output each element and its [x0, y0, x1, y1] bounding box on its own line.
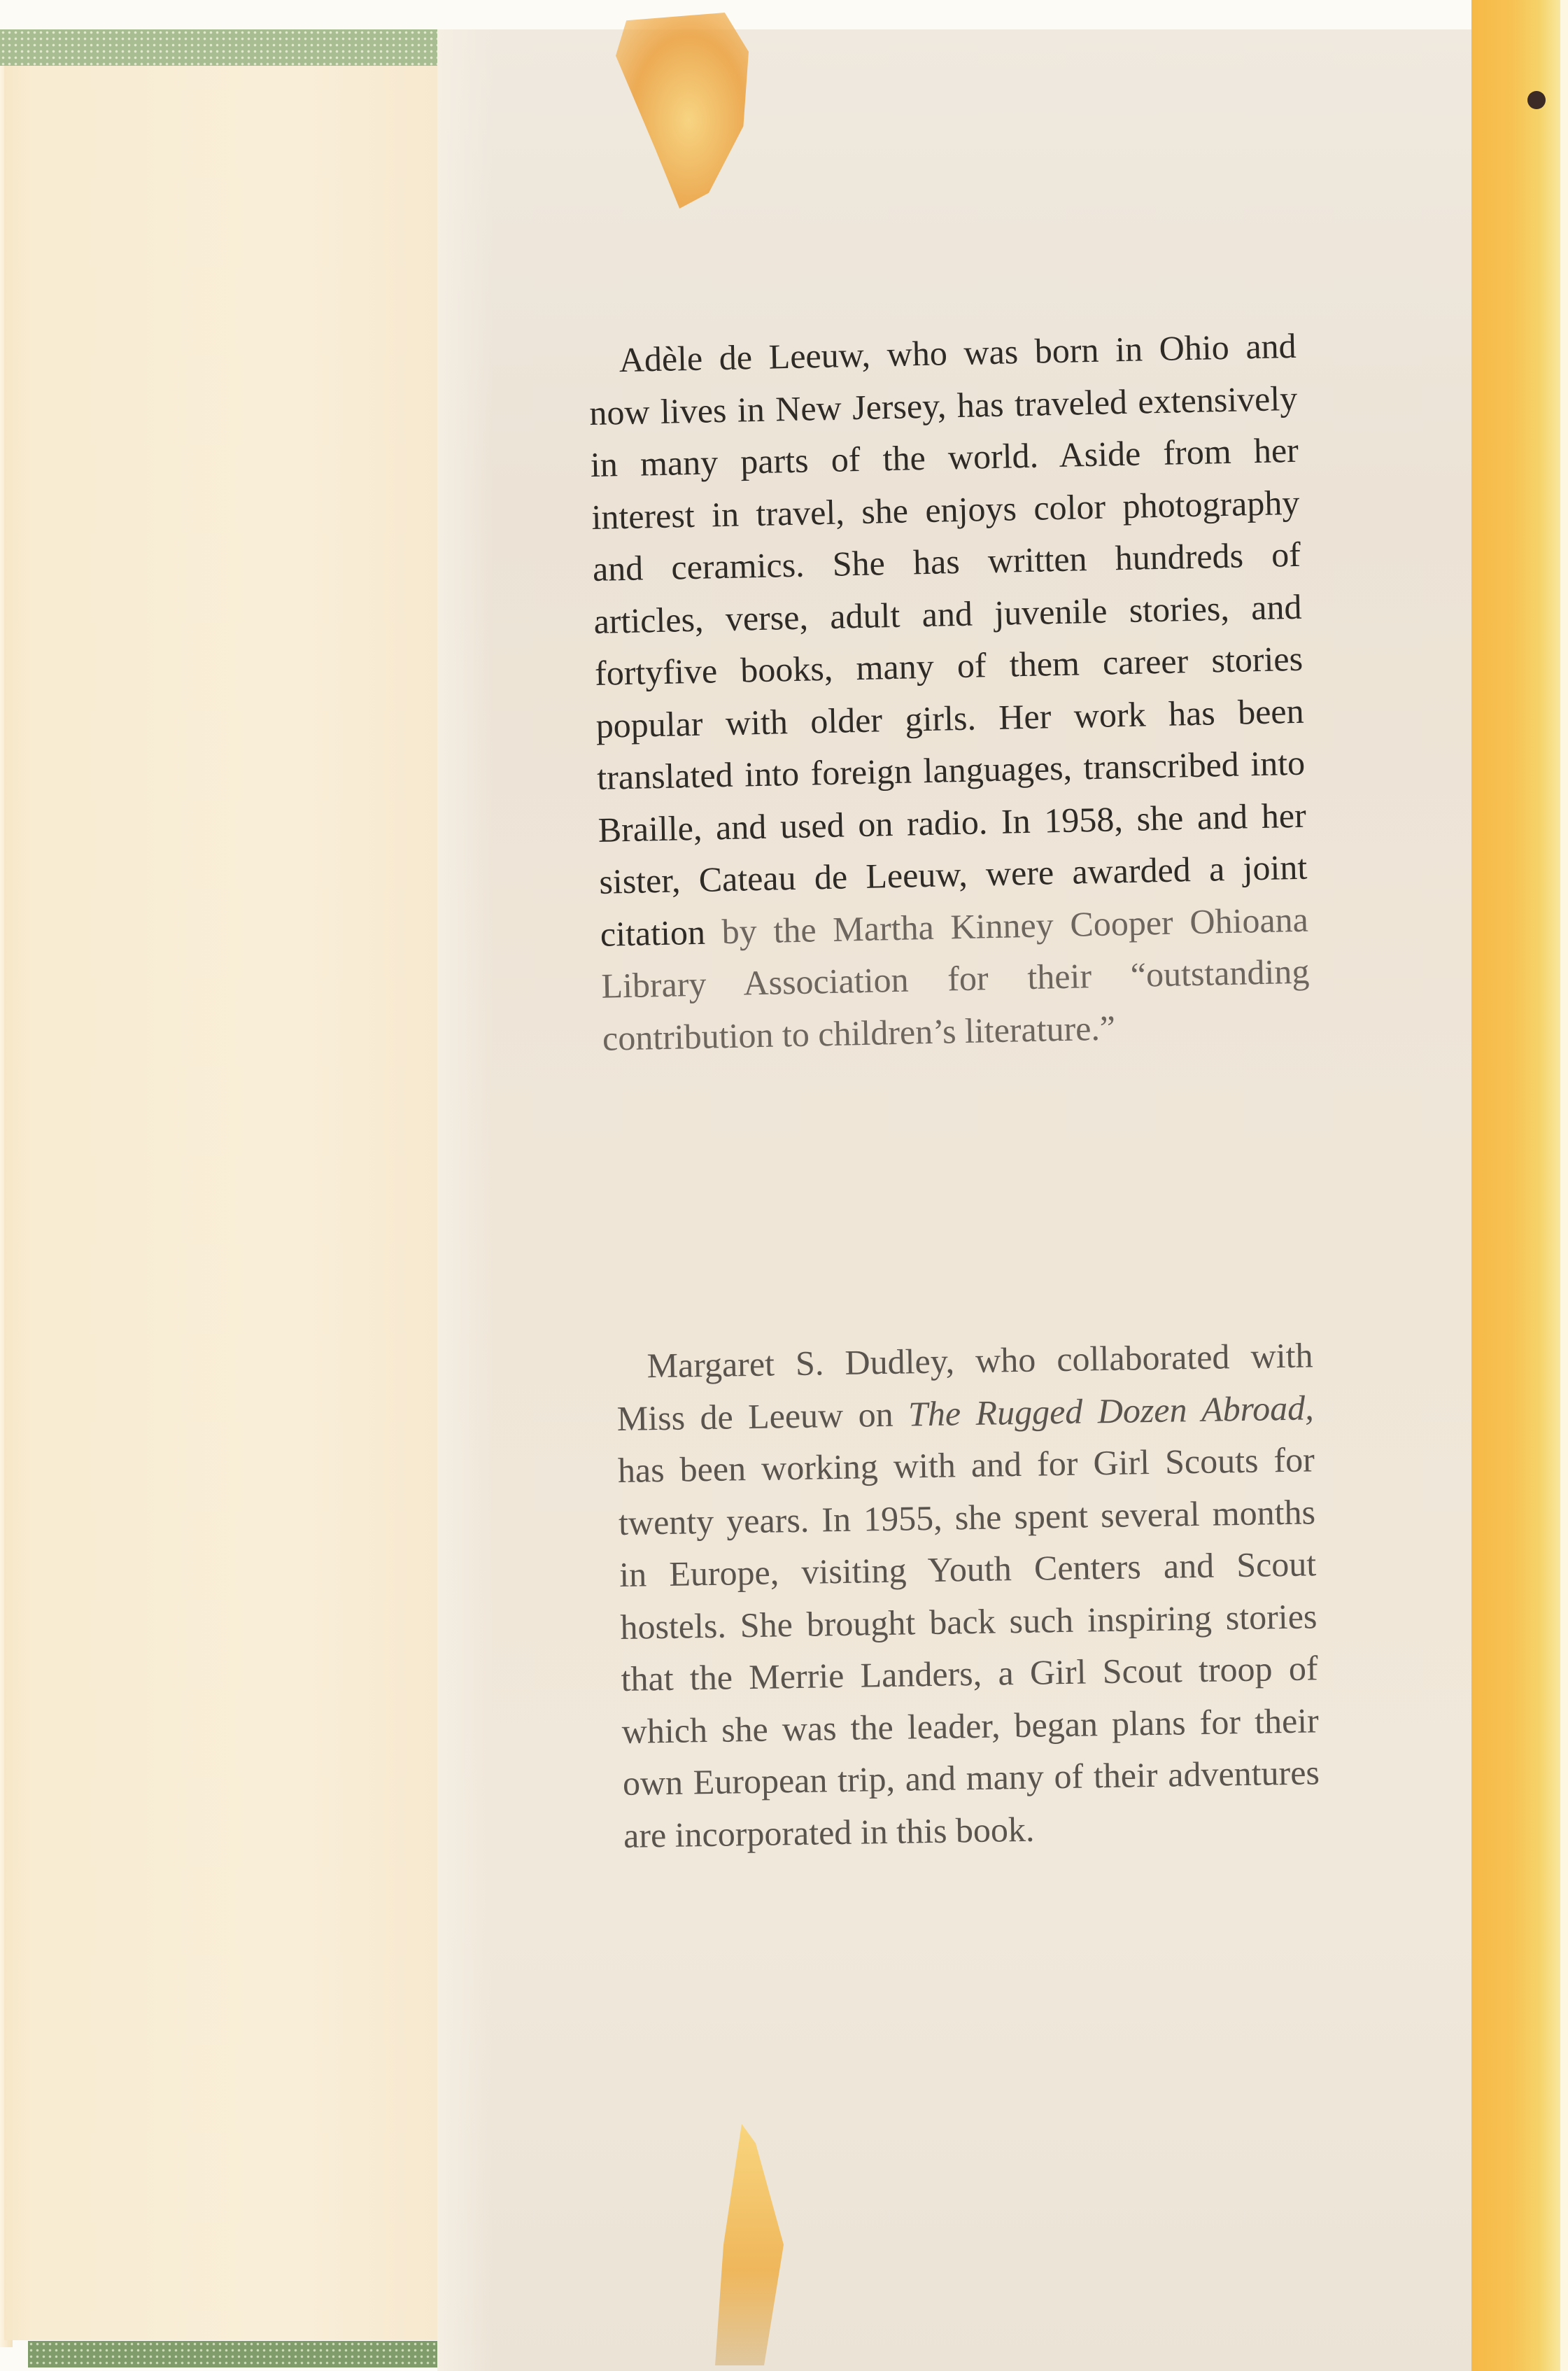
bio-line: five books, many of them career stories — [662, 638, 1304, 691]
bio-line: many of their adventures are incorporated — [623, 1752, 1320, 1855]
bio-line: She has written hundreds of articles, — [593, 534, 1301, 641]
bio-line: transcribed into Braille, and used on — [598, 743, 1306, 850]
bio-line: verse, adult and juvenile stories, and forty — [594, 586, 1302, 693]
bio-line: with Miss de Leeuw on — [616, 1335, 1313, 1438]
bio-paragraph — [588, 320, 1311, 1064]
bio-line: Library Association for their “outstand — [600, 952, 1265, 1006]
bio-line: plans for their own European trip, and — [622, 1700, 1320, 1803]
book-title: Dozen Abroad, — [1097, 1387, 1315, 1430]
bio-paragraph — [616, 1329, 1321, 1862]
jacket-edge-strip — [1471, 0, 1562, 2371]
bio-line: and now lives in New Jersey, has traveled — [588, 325, 1297, 432]
bio-line: joys color photography and ceramics. — [592, 482, 1300, 589]
book-title: The Rugged — [907, 1391, 1083, 1433]
bio-line: Margaret S. Dudley, who collaborated — [647, 1337, 1230, 1386]
bio-line: in this book. — [860, 1809, 1035, 1852]
bio-line: been translated into foreign languages, — [596, 691, 1305, 797]
page-edge — [1560, 0, 1568, 2371]
bio-line: 1955, she spent several months in Europe, — [619, 1491, 1316, 1594]
bio-line: extensively in many parts of the world. — [590, 378, 1298, 484]
bio-line: radio. In 1958, she and her sister, Cateau — [598, 795, 1307, 901]
bio-line: popular with older girls. Her work has — [595, 692, 1216, 745]
bio-line: de Leeuw, were awarded a joint citation — [600, 847, 1308, 954]
bio-line: She brought back such inspiring stories — [740, 1596, 1318, 1645]
bio-line: Aside from her interest in travel, she en — [591, 430, 1299, 537]
flap-fold-shading — [437, 29, 493, 2371]
bio-line: has been working with — [617, 1445, 956, 1490]
endpaper — [4, 66, 494, 2340]
bio-line: and for Girl Scouts for twenty years. In — [618, 1440, 1315, 1542]
bio-line: troop of which she was the leader, began — [621, 1648, 1318, 1751]
bio-line: that the Merrie Landers, a Girl Scout — [621, 1650, 1183, 1698]
bio-line: visiting Youth Centers and Scout hostels. — [619, 1544, 1317, 1647]
dot-mark-icon — [1527, 91, 1546, 109]
bio-adele-de-leeuw — [588, 320, 1311, 1064]
bio-line: ing contribution to children’s literature.” — [602, 951, 1310, 1058]
bio-line: by the Martha Kinney Cooper Ohioana — [721, 899, 1309, 951]
cloth-binding-top — [0, 29, 437, 66]
bio-line: Adèle de Leeuw, who was born in Ohio — [619, 327, 1230, 380]
bio-margaret-dudley — [616, 1329, 1321, 1862]
